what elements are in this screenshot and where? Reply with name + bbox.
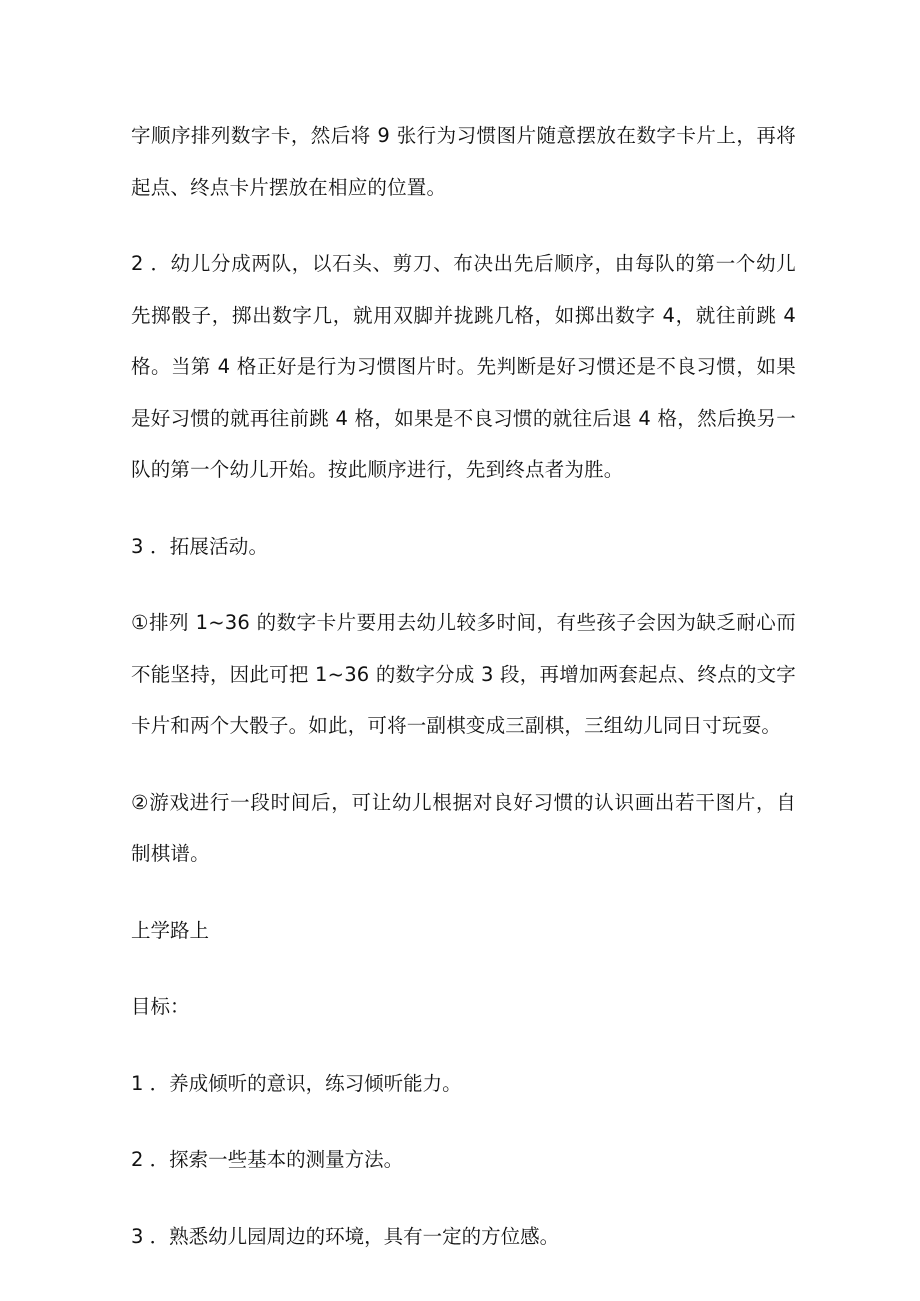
goal-item: 3 ．熟悉幼儿园周边的环境，具有一定的方位感。 xyxy=(131,1224,560,1248)
goal-item: 1 ．养成倾听的意识，练习倾听能力。 xyxy=(131,1071,462,1095)
goal-label: 目标： xyxy=(131,995,190,1018)
paragraph-extension-1: ①排列 1~36 的数字卡片要用去幼儿较多时间，有些孩子会因为缺乏耐心而不能坚持，因此可把 1~36 的数字分成 3 段，再增加两套起点、终点的文字卡片和两个大骰子。如此，可将一副棋变成三副棋，三组幼儿同日寸玩耍。 xyxy=(131,611,796,737)
paragraph-extension-heading: 3 ．拓展活动。 xyxy=(131,534,269,558)
paragraph-extension-2: ②游戏进行一段时间后，可让幼儿根据对良好习惯的认识画出若干图片，自制棋谱。 xyxy=(131,790,796,865)
goal-item: 2 ．探索一些基本的测量方法。 xyxy=(131,1148,404,1171)
document-body xyxy=(131,110,796,1287)
section-title: 上学路上 xyxy=(131,918,210,942)
paragraph-game-rules: 2 ．幼儿分成两队，以石头、剪刀、布决出先后顺序，由每队的第一个幼儿先掷骰子，掷出数字几，就用双脚并拢跳几格，如掷出数字 4，就往前跳 4 格。当第 4 格正好是行为习惯图片时。先判断是好习惯还是不良习惯，如果是好习惯的就再往前跳 4 格，如果是不良习惯的就往后退 4 格，然后换另一队的第一个幼儿开始。按此顺序进行，先到终点者为胜。 xyxy=(131,252,796,481)
paragraph-card-arrangement: 字顺序排列数字卡，然后将 9 张行为习惯图片随意摆放在数字卡片上，再将起点、终点卡片摆放在相应的位置。 xyxy=(131,124,796,199)
